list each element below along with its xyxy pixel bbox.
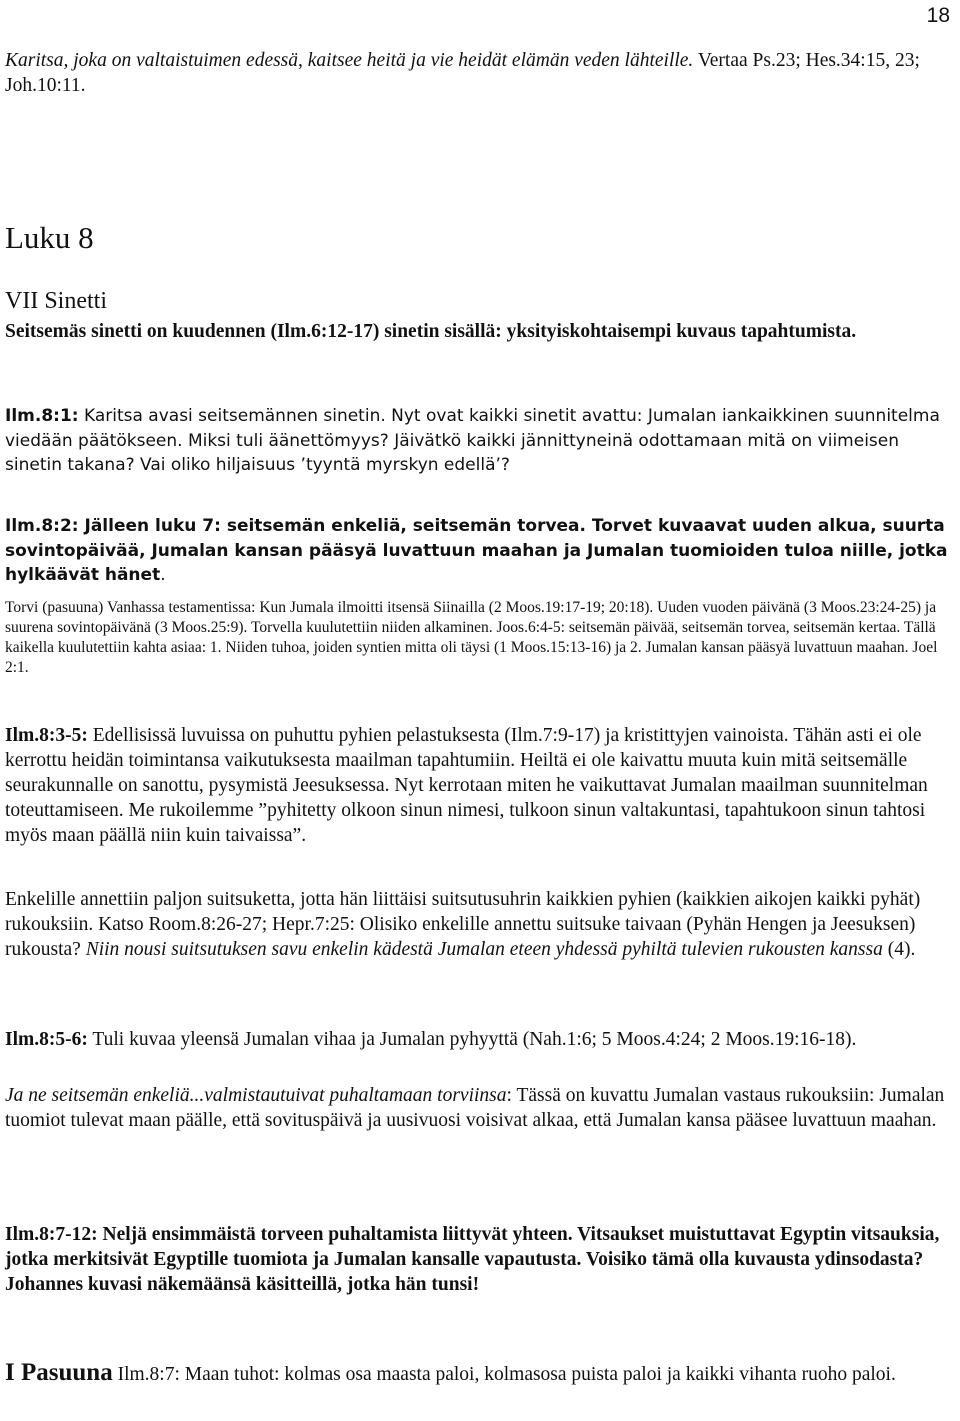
- first-trumpet: [5, 1360, 957, 1387]
- intro-paragraph: [5, 48, 957, 98]
- verse-8-5: [5, 1027, 957, 1052]
- incense-paragraph: [5, 887, 957, 962]
- section-heading: VII Sinetti: [5, 288, 107, 314]
- incense-italic: Niin nousi suitsutuksen savu enkelin kädestä Jumalan eteen yhdessä pyhiltä tulevien rukousten kanssa: [85, 939, 883, 960]
- verse-8-1-text: Karitsa avasi seitsemännen sinetin. Nyt ovat kaikki sinetit avattu: Jumalan iankaikkinen suunnitelma viedään päätökseen. Miksi tuli äänettömyys? Jäivätkö kaikki jännittyneinä odottamaan mitä on viimeisen sinetin takana? Vai oliko hiljaisuus ’tyyntä myrskyn edellä’?: [5, 406, 940, 476]
- intro-italic: Karitsa, joka on valtaistuimen edessä, kaitsee heitä ja vie heidät elämän veden lähteille.: [5, 50, 694, 71]
- first-trumpet-text: Maan tuhot: kolmas osa maasta paloi, kolmasosa puista paloi ja kaikki vihanta ruoho paloi.: [179, 1364, 896, 1385]
- verse-8-2-bold: Ilm.8:2: Jälleen luku 7: seitsemän enkeliä, seitsemän torvea. Torvet kuvaavat uuden alkua, suurta sovintopäivää, Jumalan kansan pääsyä luvattuun maahan ja Jumalan tuomioiden tuloa niille, jotka hylkäävät hänet: [5, 516, 948, 586]
- verse-8-7-12: Ilm.8:7-12: Neljä ensimmäistä torveen puhaltamista liittyvät yhteen. Vitsaukset muistuttavat Egyptin vitsauksia, jotka merkitsivät Egyptille tuomiota ja Jumalan kansalle vapautusta. Voisiko tämä olla kuvausta ydinsodasta? Johannes kuvasi näkemäänsä käsitteillä, jotka hän tunsi!: [5, 1224, 940, 1295]
- verse-8-2-tail: .: [160, 565, 166, 586]
- first-trumpet-heading: I Pasuuna: [5, 1359, 113, 1386]
- verse-8-5-ref: Ilm.8:5-6:: [5, 1029, 88, 1050]
- chapter-heading: Luku 8: [5, 220, 94, 255]
- page-number: 18: [926, 4, 950, 27]
- trumpet-prep-text: : Tässä on kuvattu Jumalan vastaus rukouksiin: Jumalan tuomiot tulevat maan päälle, että sovituspäivä ja uusivuosi voisivat alkaa, että Jumalan kansa pääsee luvattuun maahan.: [5, 1085, 945, 1131]
- verse-8-3-text: Edellisissä luvuissa on puhuttu pyhien pelastuksesta (Ilm.7:9-17) ja kristittyjen vainoista. Tähän asti ei ole kerrottu heidän toimintansa vaikutuksesta maailman tapahtumiin. Heiltä ei ole kaivattu muuta kuin mitä seitsemälle seurakunnalle on sanottu, pysymistä Jeesuksessa. Nyt kerrotaan miten he vaikuttavat Jumalan maailman suunnitelman toteuttamiseen. Me rukoilemme ”pyhitetty olkoon sinun nimesi, tulkoon sinun valtakuntasi, tapahtukoon sinun tahtosi myös maan päällä niin kuin taivaissa”.: [5, 725, 928, 846]
- verse-8-1: [5, 404, 957, 478]
- section-subtitle: Seitsemäs sinetti on kuudennen (Ilm.6:12-17) sinetin sisällä: yksityiskohtaisempi kuvaus tapahtumista.: [5, 321, 857, 342]
- first-trumpet-ref: Ilm.8:7:: [112, 1364, 180, 1385]
- intro-refs: Vertaa Ps.23; Hes.34:15, 23; Joh.10:11.: [5, 50, 920, 96]
- verse-8-2: [5, 514, 957, 588]
- incense-end: (4).: [882, 939, 916, 960]
- verse-8-3-ref: Ilm.8:3-5:: [5, 725, 88, 746]
- trumpet-prep-italic: Ja ne seitsemän enkeliä...valmistautuivat puhaltamaan torviinsa: [5, 1085, 507, 1106]
- trumpet-prep-paragraph: [5, 1083, 957, 1133]
- verse-8-3: [5, 723, 957, 848]
- incense-text: Enkelille annettiin paljon suitsuketta, jotta hän liittäisi suitsutusuhrin kaikkien pyhien (kaikkien aikojen kaikki pyhät) rukouksiin. Katso Room.8:26-27; Hepr.7:25: Olisiko enkelille annettu suitsuke taivaan (Pyhän Hengen ja Jeesuksen) rukousta?: [5, 889, 921, 960]
- verse-8-5-text: Tuli kuvaa yleensä Jumalan vihaa ja Jumalan pyhyyttä (Nah.1:6; 5 Moos.4:24; 2 Moos.19:16-18).: [87, 1029, 857, 1050]
- trumpet-note: Torvi (pasuuna) Vanhassa testamentissa: Kun Jumala ilmoitti itsensä Siinailla (2 Moos.19:17-19; 20:18). Uuden vuoden päivänä (3 Moos.23:24-25) ja suurena sovintopäivänä (3 Moos.25:9). Torvella kuulutettiin niiden alkaminen. Joos.6:4-5: seitsemän päivää, seitsemän torvea, seitsemän kertaa. Tällä kaikella kuulutettiin kahta asiaa: 1. Niiden tuhoa, joiden syntien mitta oli täysi (1 Moos.15:13-16) ja 2. Jumalan kansan pääsyä luvattuun maahan. Joel 2:1.: [5, 599, 938, 676]
- verse-8-1-ref: Ilm.8:1:: [5, 406, 79, 426]
